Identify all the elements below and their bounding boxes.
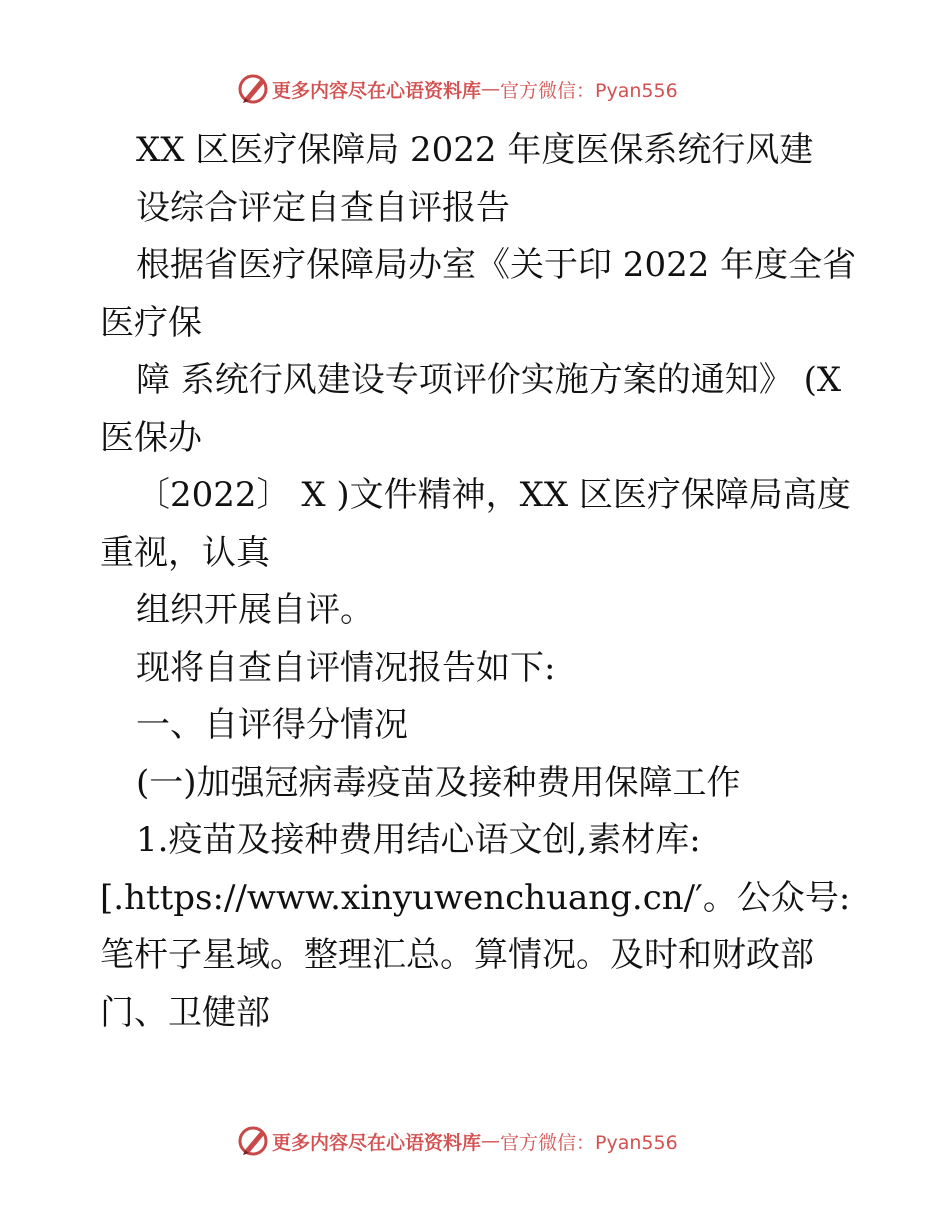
pen-circle-logo-icon (236, 1124, 270, 1158)
text-line: 医保办 (100, 417, 202, 458)
text-line: 1.疫苗及接种费用结心语文创,素材库: (136, 820, 701, 860)
watermark-wechat-text: 官方微信：Pyan556 (500, 1131, 678, 1154)
watermark-wechat-text: 官方微信：Pyan556 (500, 79, 678, 102)
watermark-brand-text: 更多内容尽在心语资料库 (272, 1131, 482, 1154)
text-line: 医疗保 (100, 302, 202, 343)
text-line: 根据省医疗保障局办室《关于印 2022 年度全省 (136, 245, 857, 285)
text-line: XX 区医疗保障局 2022 年度医保系统行风建 (136, 130, 814, 170)
subsection-heading: (一)加强冠病毒疫苗及接种费用保障工作 (136, 762, 741, 803)
text-line: 门、卫健部 (100, 992, 270, 1033)
document-body (100, 122, 860, 1042)
text-line: [.https://www.xinyuwenchuang.cn/′。公众号: (100, 877, 851, 918)
watermark-dash: — (481, 1130, 501, 1152)
watermark-brand-text: 更多内容尽在心语资料库 (272, 79, 482, 102)
text-line: 障 系统行风建设专项评价实施方案的通知》 (X (136, 360, 842, 400)
section-heading: 一、自评得分情况 (136, 705, 408, 745)
header-watermark (236, 72, 678, 106)
pen-circle-logo-icon (236, 72, 270, 106)
text-line: 现将自查自评情况报告如下: (136, 647, 556, 688)
text-line: 笔杆子星域。整理汇总。算情况。及时和财政部 (100, 935, 814, 975)
text-line: 重视，认真 (100, 532, 270, 573)
footer-watermark (236, 1124, 678, 1158)
text-line: 组织开展自评。 (136, 590, 374, 630)
text-line: 〔2022〕 X )文件精神，XX 区医疗保障局高度 (136, 475, 851, 515)
watermark-dash: — (481, 78, 501, 100)
text-line: 设综合评定自查自评报告 (136, 187, 510, 228)
